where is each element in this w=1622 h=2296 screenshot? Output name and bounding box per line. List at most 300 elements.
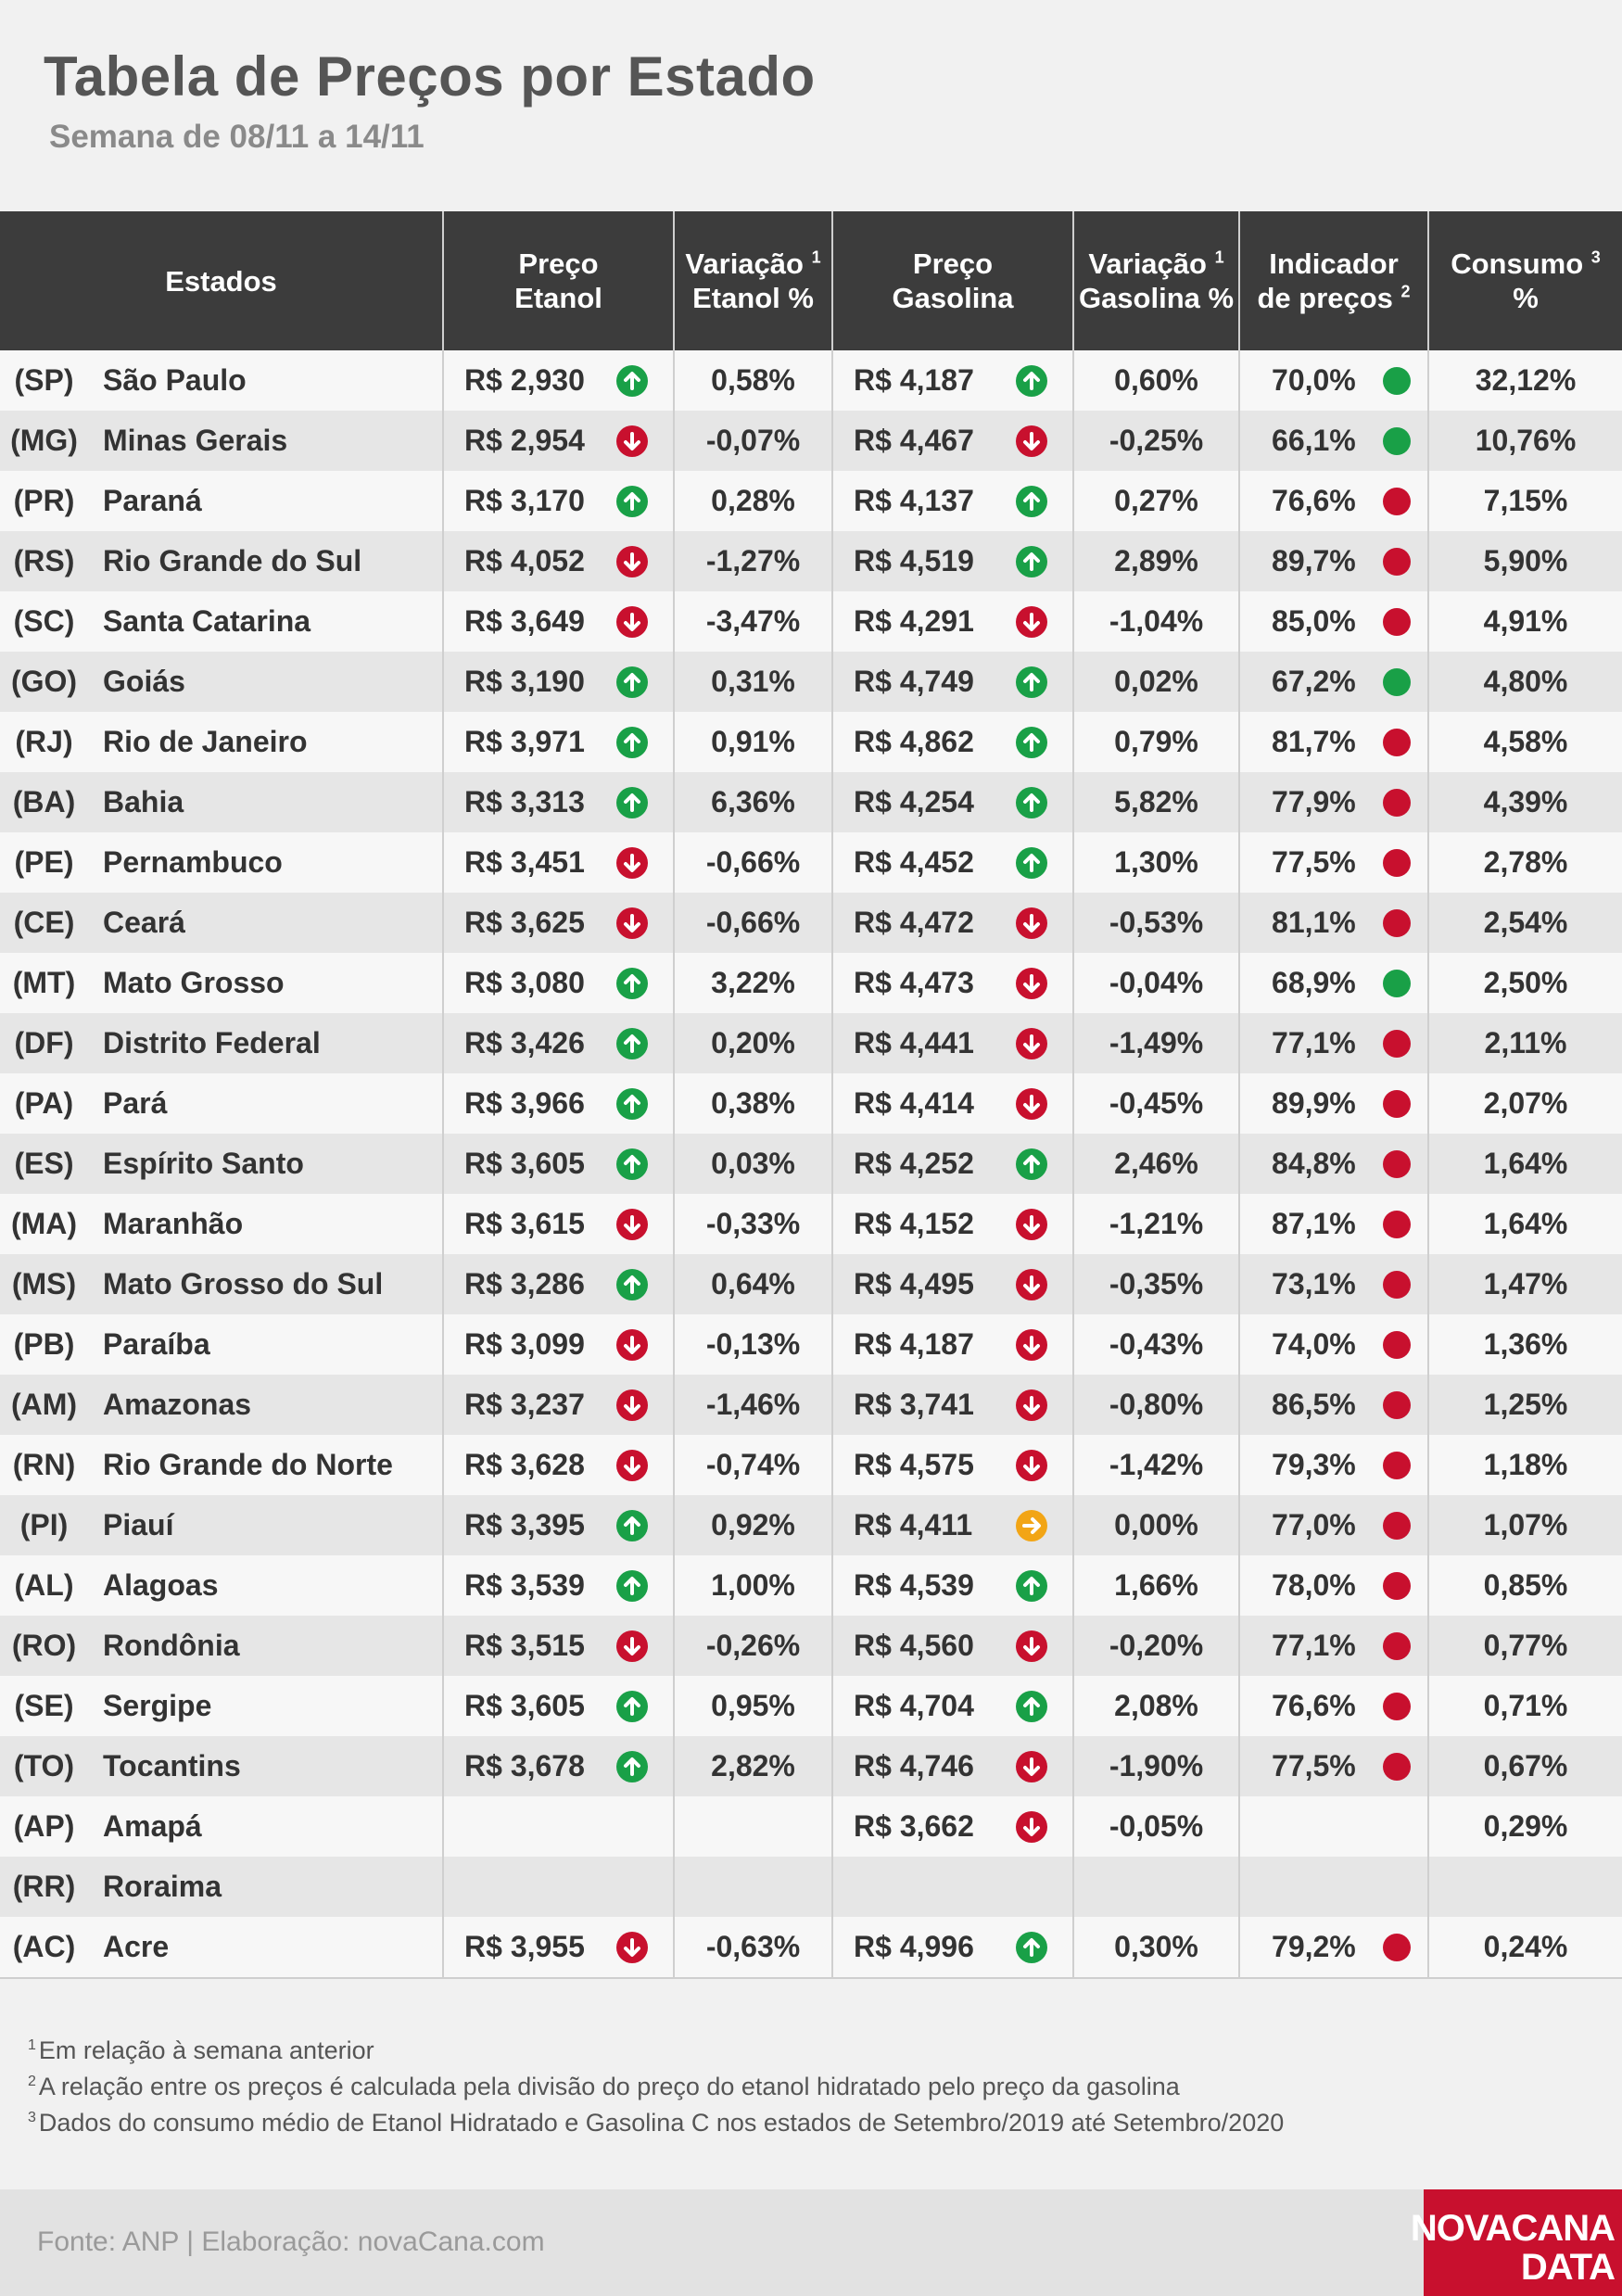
- state-name: Rio Grande do Norte: [103, 1448, 393, 1481]
- ethanol-price: R$ 3,605: [464, 1147, 585, 1180]
- table-row: [0, 1736, 1622, 1796]
- ethanol-price: R$ 3,515: [464, 1629, 585, 1662]
- ethanol-variation-cell: [674, 471, 832, 531]
- price-table: [0, 211, 1622, 1979]
- arrow-down-circle-icon: [615, 425, 649, 458]
- gasoline-variation-cell: [1073, 832, 1239, 893]
- ethanol-price: R$ 3,649: [464, 604, 585, 638]
- state-name: Maranhão: [103, 1207, 244, 1240]
- state-name: Bahia: [103, 785, 184, 818]
- state-name-cell: [88, 832, 443, 893]
- gasoline-price: R$ 3,662: [854, 1809, 974, 1843]
- ethanol-variation: 0,28%: [711, 484, 795, 517]
- arrow-up-circle-icon: [615, 726, 649, 759]
- gasoline-variation-cell: [1073, 1375, 1239, 1435]
- price-indicator: 77,1%: [1272, 1629, 1356, 1662]
- footnote-1: $^1$ Em relação à semana anterior: [28, 2036, 374, 2064]
- ethanol-variation-cell: [674, 411, 832, 471]
- ethanol-price-cell: [443, 411, 674, 471]
- arrow-down-circle-icon: [1015, 1750, 1048, 1783]
- gasoline-variation-cell: [1073, 1314, 1239, 1375]
- red-status-dot-icon: [1383, 849, 1411, 877]
- gasoline-price-cell: [832, 1073, 1073, 1134]
- arrow-down-circle-icon: [1015, 1027, 1048, 1060]
- price-indicator-cell: [1239, 1736, 1428, 1796]
- gasoline-price-cell: [832, 893, 1073, 953]
- state-name-cell: [88, 350, 443, 411]
- gasoline-price: R$ 4,539: [854, 1568, 974, 1602]
- red-status-dot-icon: [1383, 608, 1411, 636]
- state-code: (SP): [14, 363, 74, 397]
- table-row: [0, 1435, 1622, 1495]
- price-indicator-cell: [1239, 1555, 1428, 1616]
- consumption-cell: [1428, 652, 1622, 712]
- gasoline-price-cell: [832, 1796, 1073, 1857]
- ethanol-price-cell: [443, 1134, 674, 1194]
- gasoline-variation: 0,27%: [1114, 484, 1198, 517]
- ethanol-price-cell: [443, 350, 674, 411]
- gasoline-variation-cell: [1073, 1194, 1239, 1254]
- arrow-down-circle-icon: [1015, 1208, 1048, 1241]
- arrow-down-circle-icon: [1015, 1328, 1048, 1362]
- consumption-cell: [1428, 772, 1622, 832]
- state-name: Minas Gerais: [103, 424, 288, 457]
- consumption-cell: [1428, 1073, 1622, 1134]
- price-indicator: 70,0%: [1272, 363, 1356, 397]
- gasoline-price: R$ 4,291: [854, 604, 974, 638]
- arrow-up-circle-icon: [615, 1569, 649, 1603]
- green-status-dot-icon: [1383, 367, 1411, 395]
- gasoline-price: R$ 4,749: [854, 665, 974, 698]
- ethanol-price: R$ 3,971: [464, 725, 585, 758]
- state-code: (CE): [13, 906, 75, 939]
- arrow-down-circle-icon: [1015, 1268, 1048, 1301]
- ethanol-price-cell: [443, 1495, 674, 1555]
- ethanol-price-cell: [443, 893, 674, 953]
- state-code-cell: [0, 350, 88, 411]
- state-name-cell: [88, 652, 443, 712]
- header-gasoline-price: Preço Gasolina: [832, 211, 1073, 350]
- state-name-cell: [88, 893, 443, 953]
- ethanol-variation-cell: [674, 531, 832, 591]
- gasoline-price: R$ 4,560: [854, 1629, 974, 1662]
- ethanol-variation-cell: [674, 1555, 832, 1616]
- gasoline-variation: 0,02%: [1114, 665, 1198, 698]
- arrow-down-circle-icon: [1015, 967, 1048, 1000]
- state-name: Pará: [103, 1086, 168, 1120]
- arrow-up-circle-icon: [1015, 1931, 1048, 1964]
- ethanol-price-cell: [443, 471, 674, 531]
- gasoline-variation: 0,00%: [1114, 1508, 1198, 1541]
- arrow-down-circle-icon: [1015, 425, 1048, 458]
- gasoline-price-cell: [832, 1616, 1073, 1676]
- arrow-right-circle-icon: [1015, 1509, 1048, 1542]
- gasoline-variation: -1,21%: [1109, 1207, 1204, 1240]
- ethanol-variation-cell: [674, 893, 832, 953]
- table-row: [0, 652, 1622, 712]
- ethanol-variation: -0,26%: [705, 1629, 801, 1662]
- gasoline-price: R$ 4,467: [854, 424, 974, 457]
- arrow-up-circle-icon: [1015, 1148, 1048, 1181]
- price-indicator-cell: [1239, 1917, 1428, 1978]
- ethanol-variation-cell: [674, 1435, 832, 1495]
- ethanol-variation: 0,58%: [711, 363, 795, 397]
- price-indicator: 76,6%: [1272, 484, 1356, 517]
- state-code-cell: [0, 1314, 88, 1375]
- ethanol-variation: -3,47%: [705, 604, 801, 638]
- ethanol-variation: -0,63%: [705, 1930, 801, 1963]
- price-indicator-cell: [1239, 652, 1428, 712]
- state-code: (AP): [13, 1809, 75, 1843]
- gasoline-variation: -0,05%: [1109, 1809, 1204, 1843]
- price-indicator: 77,1%: [1272, 1026, 1356, 1059]
- red-status-dot-icon: [1383, 1934, 1411, 1961]
- consumption-cell: [1428, 1857, 1622, 1917]
- ethanol-price: R$ 3,313: [464, 785, 585, 818]
- price-indicator: 74,0%: [1272, 1327, 1356, 1361]
- ethanol-variation: -1,27%: [705, 544, 801, 577]
- price-indicator-cell: [1239, 1796, 1428, 1857]
- state-name: Goiás: [103, 665, 185, 698]
- arrow-up-circle-icon: [615, 1268, 649, 1301]
- ethanol-price: R$ 3,286: [464, 1267, 585, 1300]
- ethanol-variation-cell: [674, 1495, 832, 1555]
- consumption: 1,18%: [1483, 1448, 1568, 1481]
- price-indicator-cell: [1239, 1134, 1428, 1194]
- red-status-dot-icon: [1383, 1331, 1411, 1359]
- consumption-cell: [1428, 471, 1622, 531]
- consumption: 0,29%: [1483, 1809, 1568, 1843]
- red-status-dot-icon: [1383, 1391, 1411, 1419]
- ethanol-price: R$ 3,170: [464, 484, 585, 517]
- gasoline-price: R$ 4,441: [854, 1026, 974, 1059]
- gasoline-price: R$ 4,746: [854, 1749, 974, 1782]
- state-name: Tocantins: [103, 1749, 241, 1782]
- arrow-down-circle-icon: [1015, 1389, 1048, 1422]
- gasoline-price: R$ 3,741: [854, 1388, 974, 1421]
- gasoline-variation: 1,30%: [1114, 845, 1198, 879]
- ethanol-price-cell: [443, 712, 674, 772]
- state-name-cell: [88, 531, 443, 591]
- gasoline-variation-cell: [1073, 1435, 1239, 1495]
- consumption: 0,85%: [1483, 1568, 1568, 1602]
- price-indicator: 77,0%: [1272, 1508, 1356, 1541]
- state-code-cell: [0, 1676, 88, 1736]
- gasoline-price: R$ 4,519: [854, 544, 974, 577]
- consumption: 0,24%: [1483, 1930, 1568, 1963]
- ethanol-price-cell: [443, 1736, 674, 1796]
- novacana-data-logo: [1410, 2189, 1622, 2296]
- ethanol-price: R$ 3,966: [464, 1086, 585, 1120]
- gasoline-price-cell: [832, 953, 1073, 1013]
- arrow-up-circle-icon: [615, 1148, 649, 1181]
- state-code-cell: [0, 1736, 88, 1796]
- price-indicator: 86,5%: [1272, 1388, 1356, 1421]
- state-code: (DF): [14, 1026, 74, 1059]
- logo-line-1: NOVACANA: [1410, 2208, 1615, 2249]
- ethanol-price-cell: [443, 1676, 674, 1736]
- gasoline-variation-cell: [1073, 953, 1239, 1013]
- state-code: (PR): [13, 484, 75, 517]
- price-indicator: 67,2%: [1272, 665, 1356, 698]
- gasoline-variation: 5,82%: [1114, 785, 1198, 818]
- price-indicator: 84,8%: [1272, 1147, 1356, 1180]
- arrow-up-circle-icon: [1015, 1569, 1048, 1603]
- price-indicator: 76,6%: [1272, 1689, 1356, 1722]
- ethanol-variation: -0,66%: [705, 845, 801, 879]
- consumption: 0,67%: [1483, 1749, 1568, 1782]
- ethanol-price-cell: [443, 652, 674, 712]
- gasoline-price-cell: [832, 772, 1073, 832]
- arrow-down-circle-icon: [615, 1630, 649, 1663]
- gasoline-variation-cell: [1073, 1917, 1239, 1978]
- table-row: [0, 1857, 1622, 1917]
- ethanol-variation-cell: [674, 1254, 832, 1314]
- red-status-dot-icon: [1383, 1512, 1411, 1540]
- header-states: Estados: [0, 211, 443, 350]
- gasoline-variation: -0,45%: [1109, 1086, 1204, 1120]
- ethanol-price-cell: [443, 1073, 674, 1134]
- consumption: 4,39%: [1483, 785, 1568, 818]
- state-code: (AM): [10, 1388, 78, 1421]
- state-name-cell: [88, 1194, 443, 1254]
- arrow-up-circle-icon: [615, 786, 649, 819]
- state-code: (RN): [12, 1448, 76, 1481]
- ethanol-price-cell: [443, 591, 674, 652]
- price-indicator: 77,5%: [1272, 1749, 1356, 1782]
- consumption-cell: [1428, 832, 1622, 893]
- state-name-cell: [88, 772, 443, 832]
- state-code: (RO): [11, 1629, 77, 1662]
- arrow-down-circle-icon: [1015, 1630, 1048, 1663]
- state-name: Paraná: [103, 484, 202, 517]
- ethanol-variation-cell: [674, 1134, 832, 1194]
- arrow-up-circle-icon: [615, 364, 649, 398]
- state-name-cell: [88, 1073, 443, 1134]
- ethanol-variation-cell: [674, 1736, 832, 1796]
- state-name: Alagoas: [103, 1568, 219, 1602]
- consumption-cell: [1428, 1435, 1622, 1495]
- ethanol-price: R$ 3,678: [464, 1749, 585, 1782]
- arrow-up-circle-icon: [1015, 1690, 1048, 1723]
- ethanol-price: R$ 3,237: [464, 1388, 585, 1421]
- ethanol-price: R$ 3,395: [464, 1508, 585, 1541]
- ethanol-price: R$ 3,426: [464, 1026, 585, 1059]
- ethanol-price-cell: [443, 832, 674, 893]
- state-code-cell: [0, 1194, 88, 1254]
- price-indicator-cell: [1239, 893, 1428, 953]
- state-code-cell: [0, 591, 88, 652]
- consumption-cell: [1428, 1134, 1622, 1194]
- gasoline-variation-cell: [1073, 1616, 1239, 1676]
- ethanol-price: R$ 3,605: [464, 1689, 585, 1722]
- gasoline-price-cell: [832, 1314, 1073, 1375]
- arrow-down-circle-icon: [615, 1931, 649, 1964]
- state-code: (MG): [10, 424, 78, 457]
- ethanol-variation: 1,00%: [711, 1568, 795, 1602]
- arrow-down-circle-icon: [615, 907, 649, 940]
- price-indicator-cell: [1239, 1857, 1428, 1917]
- red-status-dot-icon: [1383, 1271, 1411, 1299]
- price-indicator-cell: [1239, 953, 1428, 1013]
- gasoline-variation-cell: [1073, 1676, 1239, 1736]
- gasoline-price-cell: [832, 1495, 1073, 1555]
- table-row: [0, 1676, 1622, 1736]
- state-name-cell: [88, 1435, 443, 1495]
- gasoline-price: R$ 4,254: [854, 785, 974, 818]
- ethanol-price: R$ 3,625: [464, 906, 585, 939]
- gasoline-variation-cell: [1073, 1857, 1239, 1917]
- ethanol-price-cell: [443, 1616, 674, 1676]
- ethanol-price-cell: [443, 1194, 674, 1254]
- state-name-cell: [88, 411, 443, 471]
- consumption-cell: [1428, 1375, 1622, 1435]
- state-name: Mato Grosso do Sul: [103, 1267, 384, 1300]
- state-name-cell: [88, 1917, 443, 1978]
- state-code-cell: [0, 712, 88, 772]
- gasoline-price-cell: [832, 591, 1073, 652]
- state-name-cell: [88, 1254, 443, 1314]
- ethanol-variation-cell: [674, 1073, 832, 1134]
- price-indicator: 79,2%: [1272, 1930, 1356, 1963]
- gasoline-variation-cell: [1073, 1254, 1239, 1314]
- ethanol-price-cell: [443, 1435, 674, 1495]
- consumption-cell: [1428, 712, 1622, 772]
- consumption-cell: [1428, 411, 1622, 471]
- table-row: [0, 1314, 1622, 1375]
- gasoline-price-cell: [832, 1857, 1073, 1917]
- ethanol-variation: 0,31%: [711, 665, 795, 698]
- ethanol-variation: 0,38%: [711, 1086, 795, 1120]
- state-name-cell: [88, 1676, 443, 1736]
- state-code: (AL): [14, 1568, 74, 1602]
- red-status-dot-icon: [1383, 1150, 1411, 1178]
- consumption: 1,25%: [1483, 1388, 1568, 1421]
- price-indicator: 77,5%: [1272, 845, 1356, 879]
- arrow-down-circle-icon: [615, 846, 649, 880]
- consumption: 7,15%: [1483, 484, 1568, 517]
- arrow-up-circle-icon: [1015, 485, 1048, 518]
- price-indicator-cell: [1239, 471, 1428, 531]
- gasoline-price: R$ 4,704: [854, 1689, 974, 1722]
- state-code: (SC): [13, 604, 75, 638]
- ethanol-price-cell: [443, 1917, 674, 1978]
- price-indicator-cell: [1239, 1194, 1428, 1254]
- arrow-up-circle-icon: [615, 1027, 649, 1060]
- state-code: (GO): [10, 665, 78, 698]
- consumption-cell: [1428, 1254, 1622, 1314]
- state-code-cell: [0, 1375, 88, 1435]
- gasoline-price-cell: [832, 1134, 1073, 1194]
- ethanol-price: R$ 2,954: [464, 424, 585, 457]
- table-row: [0, 1616, 1622, 1676]
- red-status-dot-icon: [1383, 1090, 1411, 1118]
- ethanol-price: R$ 3,955: [464, 1930, 585, 1963]
- state-name: Acre: [103, 1930, 170, 1963]
- price-indicator: 79,3%: [1272, 1448, 1356, 1481]
- price-indicator-cell: [1239, 1314, 1428, 1375]
- ethanol-variation-cell: [674, 1676, 832, 1736]
- price-indicator-cell: [1239, 1676, 1428, 1736]
- gasoline-price-cell: [832, 652, 1073, 712]
- ethanol-price-cell: [443, 953, 674, 1013]
- state-code: (PA): [14, 1086, 74, 1120]
- arrow-down-circle-icon: [1015, 605, 1048, 639]
- table-row: [0, 893, 1622, 953]
- gasoline-price-cell: [832, 1254, 1073, 1314]
- gasoline-variation: 0,30%: [1114, 1930, 1198, 1963]
- consumption-cell: [1428, 350, 1622, 411]
- arrow-down-circle-icon: [1015, 1810, 1048, 1844]
- price-indicator: 89,7%: [1272, 544, 1356, 577]
- state-name-cell: [88, 712, 443, 772]
- table-row: [0, 1013, 1622, 1073]
- gasoline-price: R$ 4,862: [854, 725, 974, 758]
- state-name: Ceará: [103, 906, 185, 939]
- price-indicator-cell: [1239, 772, 1428, 832]
- state-name-cell: [88, 1616, 443, 1676]
- table-row: [0, 953, 1622, 1013]
- gasoline-variation: 2,08%: [1114, 1689, 1198, 1722]
- state-code-cell: [0, 953, 88, 1013]
- gasoline-price: R$ 4,473: [854, 966, 974, 999]
- arrow-down-circle-icon: [615, 1449, 649, 1482]
- gasoline-variation: -0,25%: [1109, 424, 1204, 457]
- price-indicator-cell: [1239, 832, 1428, 893]
- price-indicator: 66,1%: [1272, 424, 1356, 457]
- gasoline-variation: -0,35%: [1109, 1267, 1204, 1300]
- arrow-down-circle-icon: [615, 1208, 649, 1241]
- ethanol-price-cell: [443, 1857, 674, 1917]
- ethanol-variation-cell: [674, 350, 832, 411]
- table-header-row: [0, 211, 1622, 350]
- consumption-cell: [1428, 1495, 1622, 1555]
- table-row: [0, 1555, 1622, 1616]
- state-code: (MS): [11, 1267, 77, 1300]
- state-name: Amapá: [103, 1809, 202, 1843]
- ethanol-variation-cell: [674, 591, 832, 652]
- state-code: (TO): [13, 1749, 75, 1782]
- consumption: 2,54%: [1483, 906, 1568, 939]
- gasoline-variation: -1,90%: [1109, 1749, 1204, 1782]
- arrow-up-circle-icon: [615, 666, 649, 699]
- state-code-cell: [0, 1254, 88, 1314]
- ethanol-price-cell: [443, 1013, 674, 1073]
- arrow-down-circle-icon: [1015, 1087, 1048, 1121]
- gasoline-price: R$ 4,187: [854, 1327, 974, 1361]
- gasoline-price: R$ 4,137: [854, 484, 974, 517]
- gasoline-price: R$ 4,996: [854, 1930, 974, 1963]
- ethanol-price-cell: [443, 1314, 674, 1375]
- consumption: 0,71%: [1483, 1689, 1568, 1722]
- gasoline-price-cell: [832, 832, 1073, 893]
- consumption-cell: [1428, 531, 1622, 591]
- ethanol-variation: -0,07%: [705, 424, 801, 457]
- gasoline-variation: -0,43%: [1109, 1327, 1204, 1361]
- price-indicator: 78,0%: [1272, 1568, 1356, 1602]
- consumption-cell: [1428, 1194, 1622, 1254]
- consumption: 1,07%: [1483, 1508, 1568, 1541]
- gasoline-price: R$ 4,187: [854, 363, 974, 397]
- arrow-down-circle-icon: [615, 1389, 649, 1422]
- state-name: Rio de Janeiro: [103, 725, 308, 758]
- gasoline-price-cell: [832, 1375, 1073, 1435]
- state-name: Amazonas: [103, 1388, 252, 1421]
- state-name: Espírito Santo: [103, 1147, 304, 1180]
- state-name: Santa Catarina: [103, 604, 311, 638]
- gasoline-variation: -1,04%: [1109, 604, 1204, 638]
- ethanol-price: R$ 3,539: [464, 1568, 585, 1602]
